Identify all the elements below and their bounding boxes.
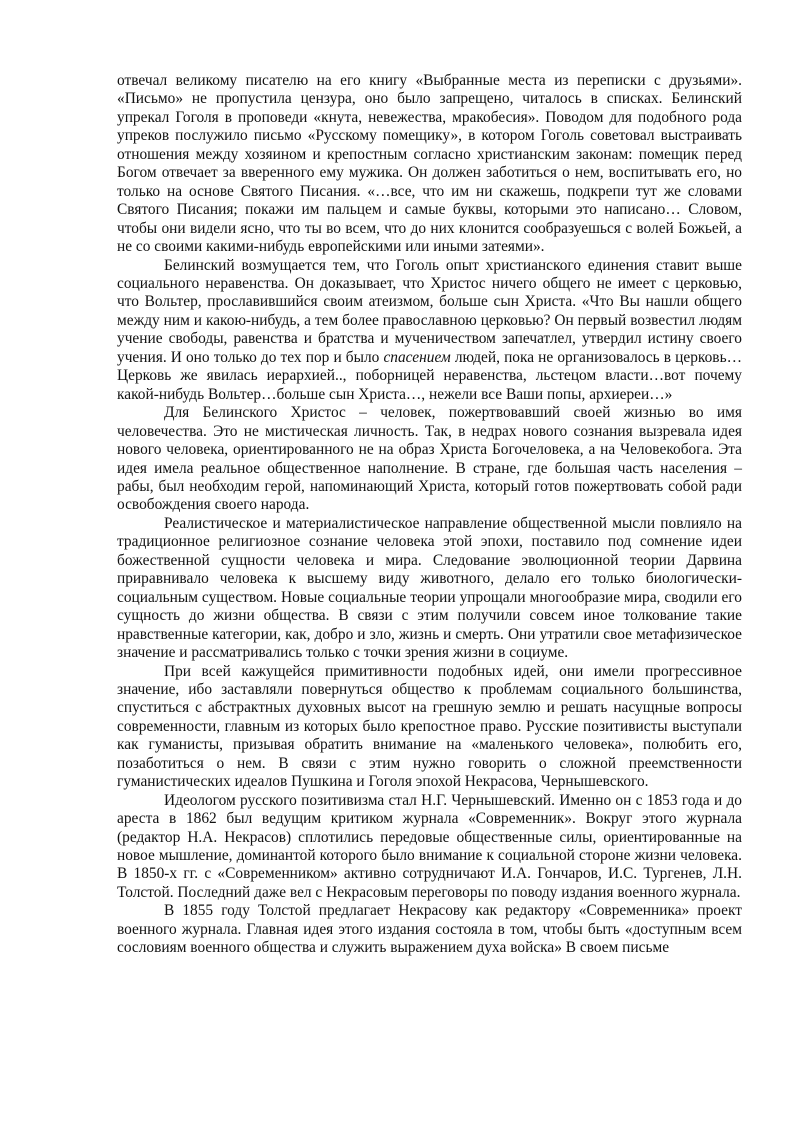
paragraph-text: Идеологом русского позитивизма стал Н.Г. Чернышевский. Именно он с 1853 года и до ареста в 1862 был ведущим критиком журнала «Современник». Вокруг этого журнала (редактор Н.А. Некрасов) сплотились передовые общественные силы, ориентированные на новое мышление, доминантой которого было внимание к социальной стороне жизни человека. В 1850-х гг. с «Современником» активно сотрудничают И.А. Гончаров, И.С. Тургенев, Л.Н. Толстой. Последний даже вел с Некрасовым переговоры по поводу издания военного журнала. xyxy=(117,791,742,901)
paragraph-text: В 1855 году Толстой предлагает Некрасову как редактору «Современника» проект военного журнала. Главная идея этого издания состояла в том, чтобы быть «доступным всем сословиям военного общества и служить выражением духа войска» В своем письме xyxy=(117,902,742,957)
paragraph xyxy=(117,792,742,903)
paragraph-text: Белинский возмущается тем, что Гоголь опыт христианского единения ставит выше социального неравенства. Он доказывает, что Христос ничего общего не имеет с церковью, что Вольтер, прославившийся своим атеизмом, больше сын Христа. «Что Вы нашли общего между ним и какою-нибудь, а тем более православною церковью? Он первый возвестил людям учение свободы, равенства и братства и мученичеством запечатлел, утвердил истину своего учения. И оно только до тех пор и было xyxy=(117,256,742,366)
paragraph xyxy=(117,257,742,405)
italic-word: спасением xyxy=(383,348,451,366)
paragraph-text: При всей кажущейся примитивности подобных идей, они имели прогрессивное значение, ибо заставляли повернуться общество к проблемам социального большинства, спуститься с абстрактных духовных высот на грешную землю и решать насущные вопросы современности, главным из которых было крепостное право. Русские позитивисты выступали как гуманисты, призывая обратить внимание на «маленького человека», полюбить его, позаботиться о нем. В связи с этим нужно говорить о сложной преемственности гуманистических идеалов Пушкина и Гоголя эпохой Некрасова, Чернышевского. xyxy=(117,662,742,791)
paragraph xyxy=(117,515,742,663)
paragraph-text: Реалистическое и материалистическое направление общественной мысли повлияло на традиционное религиозное сознание человека этой эпохи, поставило под сомнение идеи божественной сущности человека и мира. Следование эволюционной теории Дарвина приравнивало человека к высшему виду животного, делало его только биологически-социальным существом. Новые социальные теории упрощали многообразие мира, сводили его сущность до жизни общества. В связи с этим получили совсем иное толкование такие нравственные категории, как, добро и зло, жизнь и смерть. Они утратили свое метафизическое значение и рассматривались только с точки зрения жизни в социуме. xyxy=(117,514,742,662)
paragraph xyxy=(117,404,742,515)
paragraph xyxy=(117,663,742,792)
paragraph-text: людей, пока не организовалось в церковь…Церковь же явилась иерархией.., поборницей неравенства, льстецом власти…вот почему какой-нибудь Вольтер…больше сын Христа…, нежели все Ваши попы, архиереи…» xyxy=(117,348,742,403)
paragraph xyxy=(117,902,742,957)
document-page xyxy=(117,72,742,958)
paragraph-text: Для Белинского Христос – человек, пожертвовавший своей жизнью во имя человечества. Это не мистическая личность. Так, в недрах нового сознания вызревала идея нового человека, ориентированного не на образ Христа Богочеловека, а на Человекобога. Эта идея имела реальное общественное наполнение. В стране, где большая часть населения – рабы, был необходим герой, напоминающий Христа, который готов пожертвовать собой ради освобождения своего народа. xyxy=(117,404,742,514)
paragraph xyxy=(117,72,742,257)
paragraph-text: отвечал великому писателю на его книгу «Выбранные места из переписки с друзьями». «Письмо» не пропустила цензура, оно было запрещено, читалось в списках. Белинский упрекал Гоголя в проповеди «кнута, невежества, мракобесия». Поводом для подобного рода упреков послужило письмо «Русскому помещику», в котором Гоголь советовал выстраивать отношения между хозяином и крепостным согласно христианским законам: помещик перед Богом отвечает за вверенного ему мужика. Он должен заботиться о нем, воспитывать его, но только на основе Святого Писания. «…все, что им ни скажешь, подкрепи тут же словами Святого Писания; покажи им пальцем и самые буквы, которыми это написано… Словом, чтобы они видели ясно, что ты во всем, что до них клонится сообразуешься с волей Божьей, а не со своими какими-нибудь европейскими или иными затеями». xyxy=(117,72,742,256)
